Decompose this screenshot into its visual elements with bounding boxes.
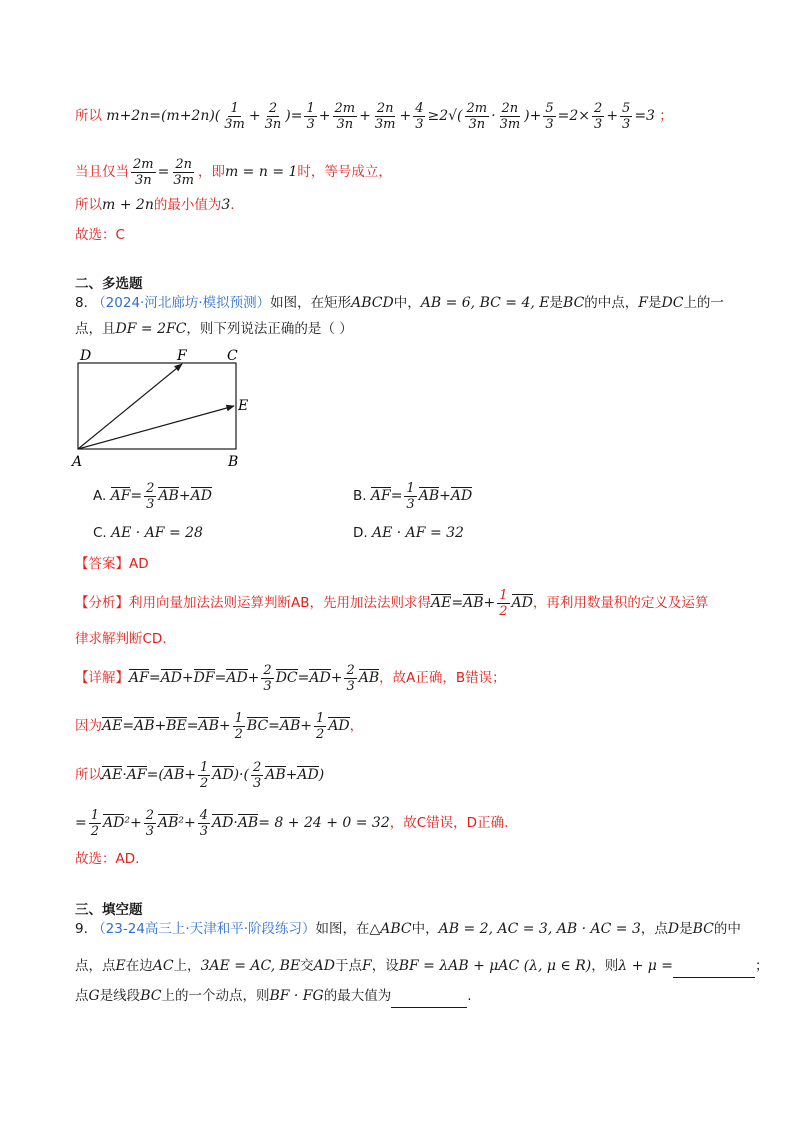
math-symbol: DC bbox=[661, 295, 684, 311]
detail-text: ，故A正确，B错误； bbox=[379, 670, 506, 686]
equation: m = n = 1 bbox=[224, 164, 298, 180]
math-expression: BF · FG bbox=[269, 988, 324, 1004]
stem-text: 的中 bbox=[713, 921, 741, 937]
q9-stem-line-3 bbox=[75, 985, 472, 1008]
solution-line-2: 当且仅当 $\frac{2m}{3n}$ = $\frac{2n}{3m}$ ，即m = n = 1时，等号成立， bbox=[75, 156, 392, 188]
stem-text: 中， bbox=[393, 295, 421, 311]
option-label: D. bbox=[353, 525, 368, 541]
answer-blank-1[interactable] bbox=[673, 955, 755, 978]
solution-answer: 故选：C bbox=[75, 227, 125, 243]
math-expression: λ + μ = bbox=[618, 958, 674, 974]
math-symbol: E bbox=[115, 958, 126, 974]
answer-value: AD bbox=[129, 556, 149, 572]
text-suffix: 时，等号成立， bbox=[297, 164, 392, 180]
rectangle-figure bbox=[70, 344, 260, 469]
option-label: B. bbox=[353, 488, 367, 504]
text-end: ； bbox=[659, 108, 673, 124]
math-expression: BF = λAB + μAC (λ, μ ∈ R) bbox=[398, 958, 592, 974]
stem-text: 在边 bbox=[125, 958, 153, 974]
stem-text: 是 bbox=[549, 295, 564, 311]
section-heading-fill-blank: 三、填空题 bbox=[75, 902, 143, 918]
stem-text: 是 bbox=[648, 295, 662, 311]
option-expression: AE · AF = 28 bbox=[111, 525, 203, 541]
rectangle-abcd bbox=[78, 363, 236, 449]
answer-blank-2[interactable] bbox=[391, 985, 467, 1008]
detail-text: ，故C错误，D正确. bbox=[389, 815, 509, 831]
stem-text: 交 bbox=[300, 958, 314, 974]
q8-answer bbox=[75, 553, 149, 575]
stem-text: 的中点， bbox=[584, 295, 639, 311]
text-mid: ，即 bbox=[197, 164, 225, 180]
text-end: . bbox=[230, 197, 235, 213]
text-prefix: 所以 bbox=[75, 108, 102, 124]
question-source: （2024·河北廊坊·模拟预测） bbox=[92, 295, 271, 311]
stem-text: ，则下列说法正确的是（ ） bbox=[186, 321, 353, 337]
fraction: $\frac{2}{3n}$ bbox=[264, 100, 282, 132]
analysis-tag: 【分析】 bbox=[75, 595, 129, 611]
math-symbol: AD bbox=[313, 958, 336, 974]
math-expression: m + 2n bbox=[102, 197, 154, 213]
q8-detail-line-3: 所以AE·AF=(AB+ $\frac{1}{2}$ AD)·( $\frac{2}{3}$ AB+AD) bbox=[75, 759, 325, 791]
answer-tag: 【答案】 bbox=[75, 556, 129, 572]
label-b: B bbox=[228, 454, 239, 469]
q8-final-answer: 故选：AD. bbox=[75, 851, 140, 867]
stem-text: 点，且 bbox=[75, 321, 116, 337]
q9-stem-line-2 bbox=[75, 955, 769, 978]
vector-ae bbox=[78, 406, 234, 449]
text-suffix: 的最小值为 bbox=[153, 197, 222, 213]
math-symbol: ABCD bbox=[351, 295, 394, 311]
math-symbol: △ABC bbox=[369, 921, 412, 937]
option-a[interactable]: A. AF= $\frac{2}{3}$ AB+AD bbox=[93, 480, 212, 512]
option-b[interactable]: B. AF= $\frac{1}{3}$ AB+AD bbox=[353, 480, 473, 512]
text-prefix: 当且仅当 bbox=[75, 164, 129, 180]
detail-text: 因为 bbox=[75, 718, 102, 734]
stem-text: 上的一个动点，则 bbox=[161, 988, 270, 1004]
detail-text: 所以 bbox=[75, 767, 102, 783]
option-expression: AE · AF = 32 bbox=[371, 525, 464, 541]
q8-detail-line-2: 因为AE=AB+BE=AB+ $\frac{1}{2}$ BC=AB+ $\frac{1}{2}$ AD， bbox=[75, 710, 364, 742]
stem-text: . bbox=[467, 988, 472, 1004]
fraction: $\frac{2n}{3m}$ bbox=[173, 156, 194, 188]
analysis-text: 利用向量加法法则运算判断AB，先用加法法则求得 bbox=[129, 595, 431, 611]
stem-text: ，设 bbox=[371, 958, 399, 974]
stem-text: 点 bbox=[75, 988, 89, 1004]
q8-stem-line-1 bbox=[75, 292, 724, 314]
math-expression: 3AE = AC, BE bbox=[200, 958, 301, 974]
option-label: A. bbox=[93, 488, 107, 504]
math-symbol: F bbox=[362, 958, 372, 974]
stem-text: 如图，在 bbox=[315, 921, 370, 937]
stem-text: 是 bbox=[679, 921, 693, 937]
stem-text: 中， bbox=[411, 921, 439, 937]
q8-analysis-line-1: 【分析】利用向量加法法则运算判断AB，先用加法法则求得AE=AB+ $\frac{1}{2}$ AD，再利用数量积的定义及运算 bbox=[75, 587, 709, 619]
math-expression: AB = 2, AC = 3, AB · AC = 3 bbox=[438, 921, 641, 937]
math-expression: m+2n=(m+2n)( bbox=[106, 108, 221, 124]
question-number: 8. bbox=[75, 295, 88, 311]
value: 3 bbox=[221, 197, 231, 213]
math-symbol: BC bbox=[692, 921, 714, 937]
stem-text: 上的一 bbox=[683, 295, 724, 311]
option-c[interactable] bbox=[93, 522, 203, 544]
analysis-text: ，再利用数量积的定义及运算 bbox=[532, 595, 709, 611]
label-a: A bbox=[72, 454, 83, 469]
solution-line-3 bbox=[75, 194, 235, 216]
q8-detail-line-1: 【详解】AF=AD+DF=AD+ $\frac{2}{3}$ DC=AD+ $\frac{2}{3}$ AB，故A正确，B错误； bbox=[75, 662, 506, 694]
option-d[interactable] bbox=[353, 522, 464, 544]
q8-detail-line-4: = $\frac{1}{2}$ AD²+ $\frac{2}{3}$ AB²+ $\frac{4}{3}$ AD·AB= 8 + 24 + 0 = 32，故C错误，D正确. bbox=[75, 807, 509, 839]
math-expression: = 8 + 24 + 0 = 32 bbox=[258, 815, 390, 831]
label-f: F bbox=[177, 348, 187, 364]
option-label: C. bbox=[93, 525, 107, 541]
stem-text: ； bbox=[755, 958, 769, 974]
stem-text: ，则 bbox=[591, 958, 619, 974]
math-symbol: F bbox=[638, 295, 648, 311]
math-symbol: BC bbox=[140, 988, 162, 1004]
text-prefix: 所以 bbox=[75, 197, 102, 213]
fraction: $\frac{1}{3}$ bbox=[306, 100, 315, 132]
q9-stem-line-1 bbox=[75, 918, 741, 940]
label-c: C bbox=[227, 348, 238, 364]
math-symbol: AC bbox=[152, 958, 174, 974]
detail-text: ， bbox=[349, 718, 364, 734]
math-symbol: G bbox=[88, 988, 100, 1004]
label-e: E bbox=[238, 398, 249, 414]
math-expression: AB = 6, BC = 4, E bbox=[420, 295, 550, 311]
question-number: 9. bbox=[75, 921, 88, 937]
label-d: D bbox=[80, 348, 92, 364]
vector-af bbox=[78, 364, 182, 449]
math-expression: DF = 2FC bbox=[115, 321, 187, 337]
solution-line-1: 所以 m+2n=(m+2n)( $\frac{1}{3m}$ + $\frac{2}{3n}$ )= $\frac{1}{3}$ + $\frac{2m}{3n}$ + $\frac{2n}{3m}$ + $\frac{4}{3}$ ≥2√( $\frac{2m}{3n}$ · $\frac{2n}{3m}$ )+ $\frac{5}{3}$ =2× $\frac{2}{3}$ + $\frac{5}{3}$ =3 ； bbox=[75, 100, 673, 132]
stem-text: 点，点 bbox=[75, 958, 116, 974]
math-symbol: BC bbox=[563, 295, 585, 311]
q8-stem-line-2 bbox=[75, 318, 353, 340]
stem-text: 是线段 bbox=[99, 988, 141, 1004]
math-symbol: D bbox=[667, 921, 680, 937]
stem-text: ，点 bbox=[640, 921, 668, 937]
stem-text: 的最大值为 bbox=[323, 988, 392, 1004]
stem-text: 于点 bbox=[335, 958, 363, 974]
section-heading-multi-choice: 二、多选题 bbox=[75, 276, 143, 292]
q8-analysis-line-2: 律求解判断CD. bbox=[75, 631, 167, 647]
fraction: $\frac{2m}{3n}$ bbox=[133, 156, 154, 188]
fraction: $\frac{1}{3m}$ bbox=[224, 100, 245, 132]
stem-text: 如图，在矩形 bbox=[270, 295, 352, 311]
question-source: （23-24高三上·天津和平·阶段练习） bbox=[92, 921, 316, 937]
stem-text: 上， bbox=[173, 958, 201, 974]
detail-tag: 【详解】 bbox=[75, 670, 129, 686]
